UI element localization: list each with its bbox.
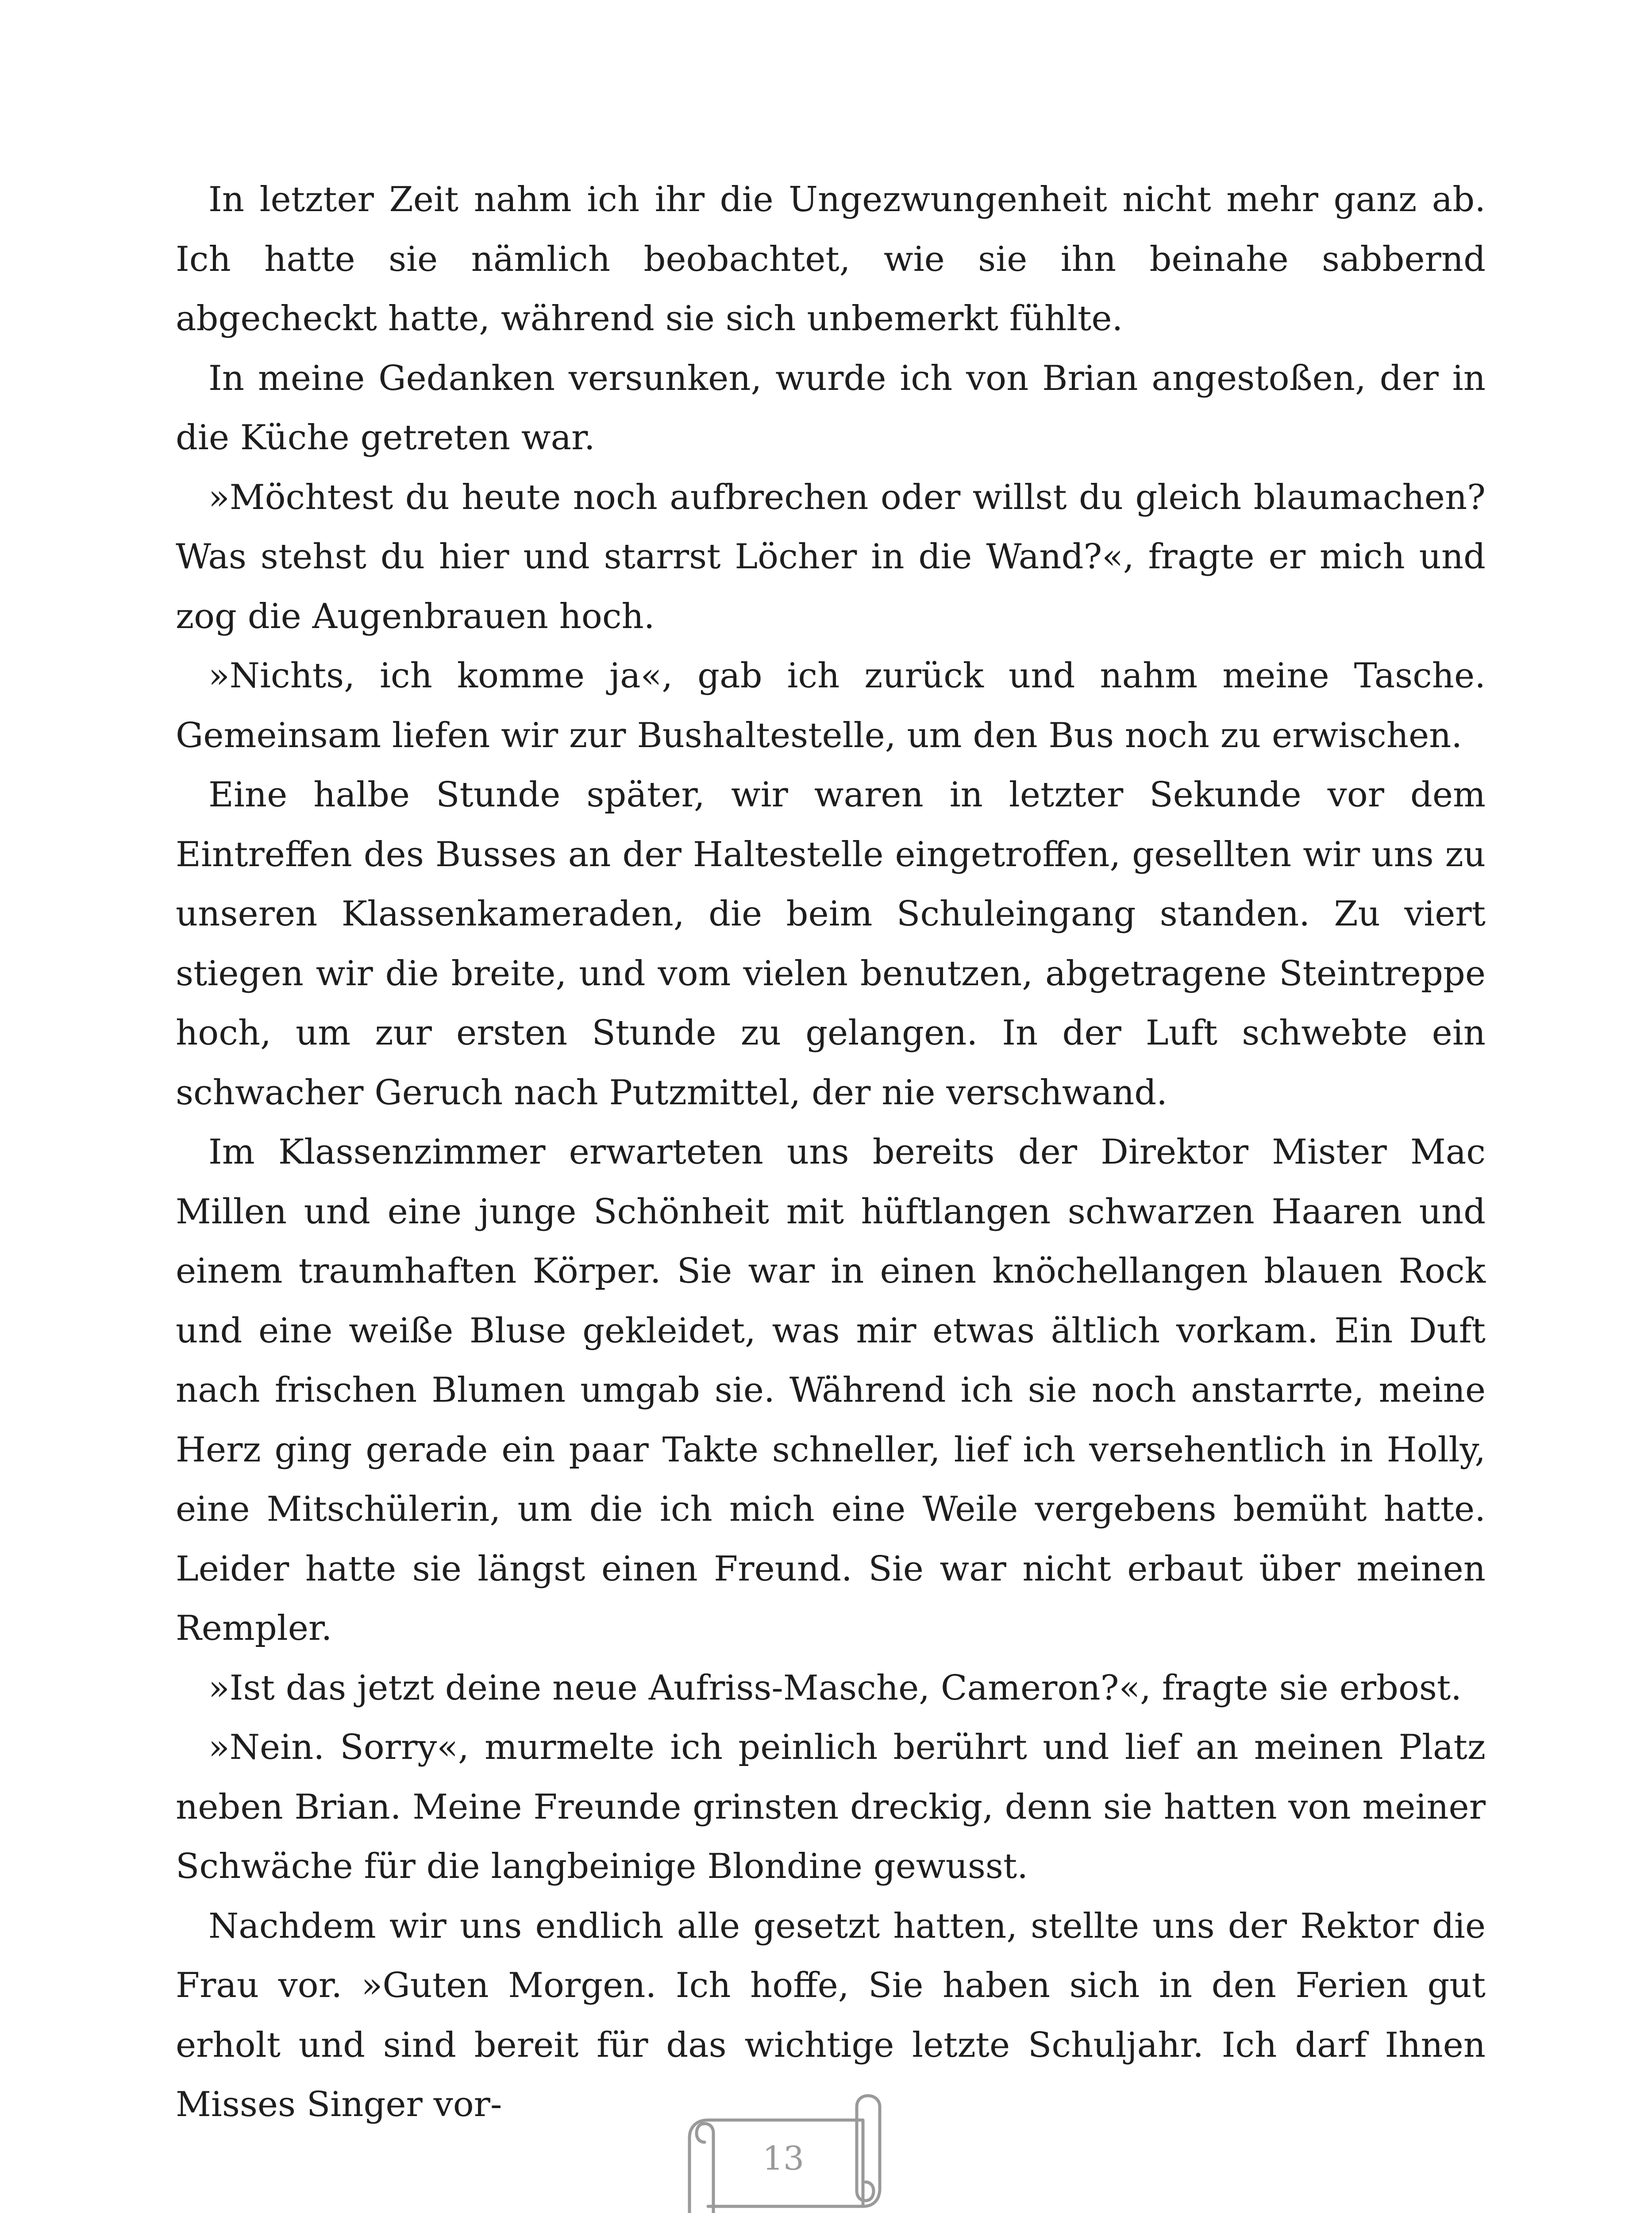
paragraph-9: Nachdem wir uns endlich alle gesetzt hatten, stellte uns der Rektor die Frau vor. »Guten Morgen. Ich hoffe, Sie haben sich in den Ferien gut erholt und sind bereit für das wichtige letzte Schuljahr. Ich darf Ihnen Misses Singer vor- xyxy=(176,1906,1486,2124)
paragraph-4: »Nichts, ich komme ja«, gab ich zurück und nahm meine Tasche. Gemeinsam liefen wir zur Bushaltestelle, um den Bus noch zu erwischen. xyxy=(176,656,1486,756)
paragraph-6: Im Klassenzimmer erwarteten uns bereits der Direktor Mister Mac Millen und eine junge Schönheit mit hüftlangen schwarzen Haaren und einem traumhaften Körper. Sie war in einen knöchellangen blauen Rock und eine weiße Bluse gekleidet, was mir etwas ältlich vorkam. Ein Duft nach frischen Blumen umgab sie. Während ich sie noch anstarrte, meine Herz ging gerade ein paar Takte schneller, lief ich versehentlich in Holly, eine Mitschülerin, um die ich mich eine Weile vergebens bemüht hatte. Leider hatte sie längst einen Freund. Sie war nicht erbaut über meinen Rempler. xyxy=(176,1132,1486,1648)
paragraph-3: »Möchtest du heute noch aufbrechen oder willst du gleich blaumachen? Was stehst du hier und starrst Löcher in die Wand?«, fragte er mich und zog die Augenbrauen hoch. xyxy=(176,477,1486,636)
paragraph-8: »Nein. Sorry«, murmelte ich peinlich berührt und lief an meinen Platz neben Brian. Meine Freunde grinsten dreckig, denn sie hatten von meiner Schwäche für die langbeinige Blondine gewusst. xyxy=(176,1727,1486,1886)
paragraph-1: In letzter Zeit nahm ich ihr die Ungezwungenheit nicht mehr ganz ab. Ich hatte sie nämlich beobachtet, wie sie ihn beinahe sabbernd abgecheckt hatte, während sie sich unbemerkt fühlte. xyxy=(176,180,1486,339)
page-number: 13 xyxy=(762,2140,805,2178)
paragraph-7: »Ist das jetzt deine neue Aufriss-Masche, Cameron?«, fragte sie erbost. xyxy=(208,1668,1462,1708)
body-text xyxy=(176,170,1486,2135)
paragraph-5: Eine halbe Stunde später, wir waren in letzter Sekunde vor dem Eintreffen des Busses an der Haltestelle eingetroffen, gesellten wir uns zu unseren Klassenkameraden, die beim Schuleingang standen. Zu viert stiegen wir die breite, und vom vielen benutzen, abgetragene Steintreppe hoch, um zur ersten Stunde zu gelangen. In der Luft schwebte ein schwacher Geruch nach Putzmittel, der nie verschwand. xyxy=(176,775,1486,1113)
paragraph-2: In meine Gedanken versunken, wurde ich von Brian angestoßen, der in die Küche getreten war. xyxy=(176,358,1486,458)
